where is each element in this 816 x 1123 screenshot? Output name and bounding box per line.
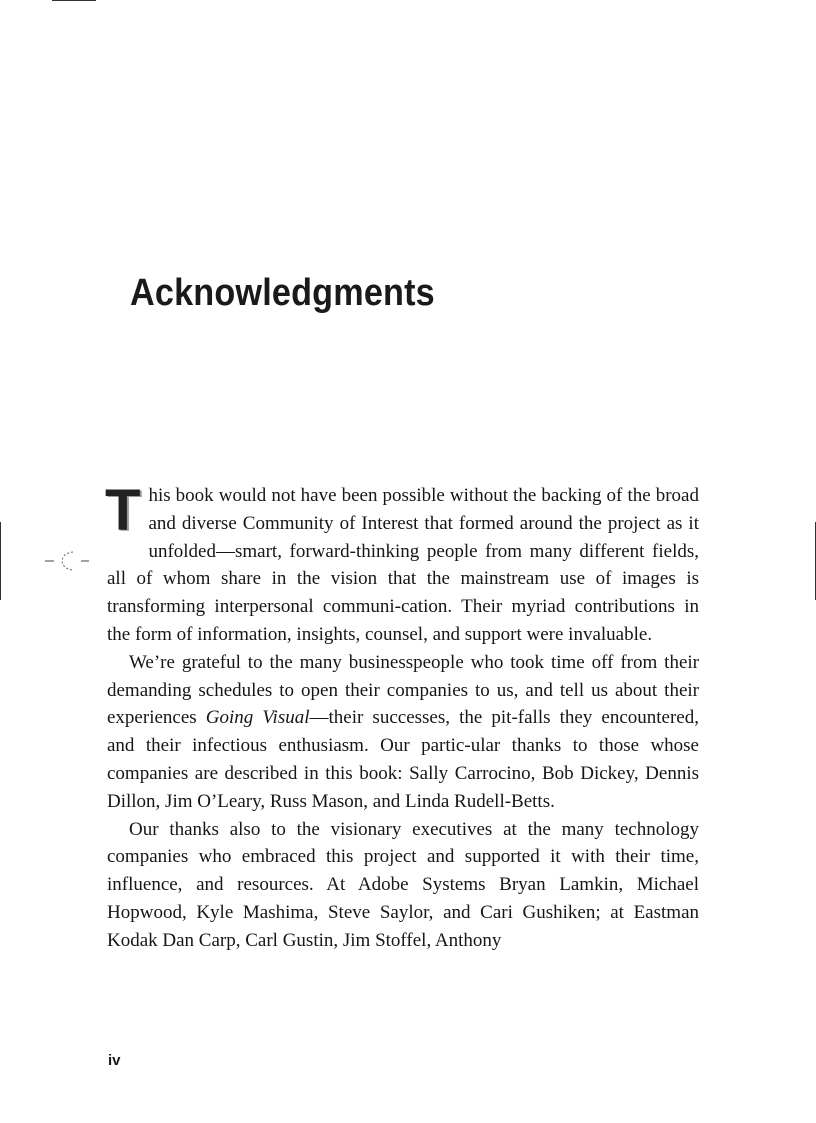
crop-mark-top xyxy=(52,0,96,1)
registration-mark-icon xyxy=(45,548,95,574)
paragraph-2: We’re grateful to the many businesspeople who took time off from their demanding schedules to open their companies to us, and tell us about their experiences Going Visual—their successes, the pit-falls they encountered, and their infectious enthusiasm. Our partic-ular thanks to those whose companies are described in this book: Sally Carrocino, Bob Dickey, Dennis Dillon, Jim O’Leary, Russ Mason, and Linda Rudell-Betts. xyxy=(107,651,699,812)
crop-mark-left xyxy=(0,522,1,600)
book-title-italic: Going Visual xyxy=(205,707,310,729)
page-number: iv xyxy=(108,1052,121,1069)
page-title: Acknowledgments xyxy=(130,272,435,314)
drop-cap: T xyxy=(105,478,141,543)
paragraph-3: Our thanks also to the visionary executives at the many technology companies who embraced this project and supported it with their time, influence, and resources. At Adobe Systems Bryan Lamkin, Michael Hopwood, Kyle Mashima, Steve Saylor, and Cari Gushiken; at Eastman Kodak Dan Carp, Carl Gustin, Jim Stoffel, Anthony xyxy=(107,818,699,951)
paragraph-1 xyxy=(105,478,699,649)
body-text xyxy=(105,478,699,955)
paragraph-1-text: his book would not have been possible without the backing of the broad and diverse Community of Interest that formed around the project as it unfolded—smart, forward-thinking people from many different fields, all of whom share in the vision that the mainstream use of images is transforming interpersonal communi-cation. Their myriad contributions in the form of information, insights, counsel, and support were invaluable. xyxy=(107,485,699,645)
